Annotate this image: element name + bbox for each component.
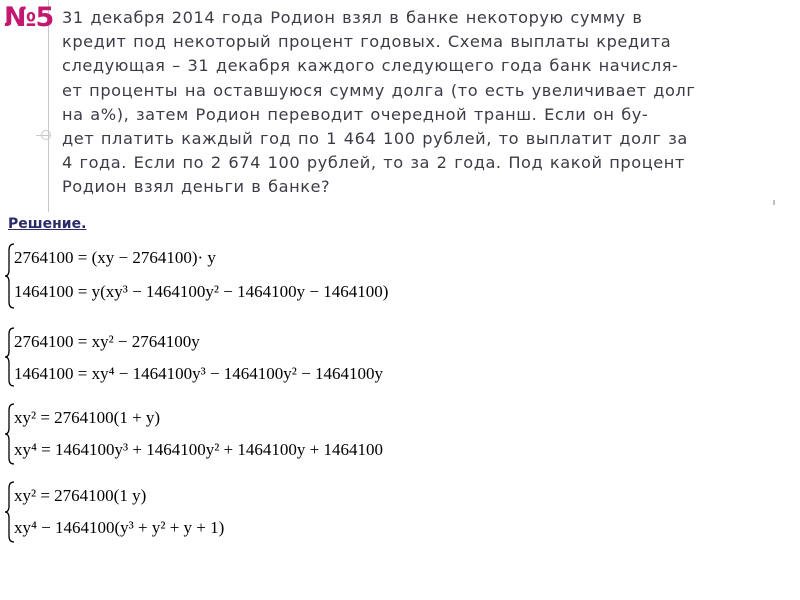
problem-line: на a%), затем Родион переводит очередной транш. Если он бу-: [62, 104, 649, 124]
margin-circle-mark: [41, 130, 51, 140]
problem-statement: [62, 6, 792, 200]
problem-line: следующая – 31 декабря каждого следующего года банк начисля-: [62, 56, 679, 76]
equation-line: xy² = 2764100(1 + y): [14, 408, 161, 427]
equation-line: 2764100 = (xy − 2764100)· y: [14, 248, 216, 267]
equation-system-3: [4, 402, 474, 466]
problem-line: Родион взял деньги в банке?: [62, 177, 331, 197]
solution-heading: Решение.: [8, 216, 87, 232]
problem-line: 31 декабря 2014 года Родион взял в банке некоторую сумму в: [62, 8, 643, 27]
equation-line: xy⁴ − 1464100(y³ + y² + y + 1): [14, 518, 225, 537]
equation-line: 1464100 = y(xy³ − 1464100y² − 1464100y − 1464100): [14, 282, 389, 301]
problem-line: кредит под некоторый процент годовых. Схема выплаты кредита: [62, 32, 672, 52]
equation-system-4: [4, 480, 474, 544]
equation-line: xy⁴ = 1464100y³ + 1464100y² + 1464100y + 1464100: [14, 440, 383, 459]
equation-line: xy² = 2764100(1 y): [14, 486, 147, 505]
equation-line: 1464100 = xy⁴ − 1464100y³ − 1464100y² − 1464100y: [14, 364, 383, 383]
equation-system-2: [4, 326, 474, 388]
problem-line: 4 года. Если по 2 674 100 рублей, то за 2 года. Под какой процент: [62, 153, 685, 173]
equation-system-1: [4, 242, 474, 312]
equation-line: 2764100 = xy² − 2764100y: [14, 332, 200, 351]
problem-line: ет проценты на оставшуюся сумму долга (то есть увеличивает долг: [62, 80, 696, 100]
stray-mark: [773, 200, 775, 205]
problem-number: №5: [4, 2, 54, 33]
problem-line: дет платить каждый год по 1 464 100 рублей, то выплатит долг за: [62, 129, 688, 149]
